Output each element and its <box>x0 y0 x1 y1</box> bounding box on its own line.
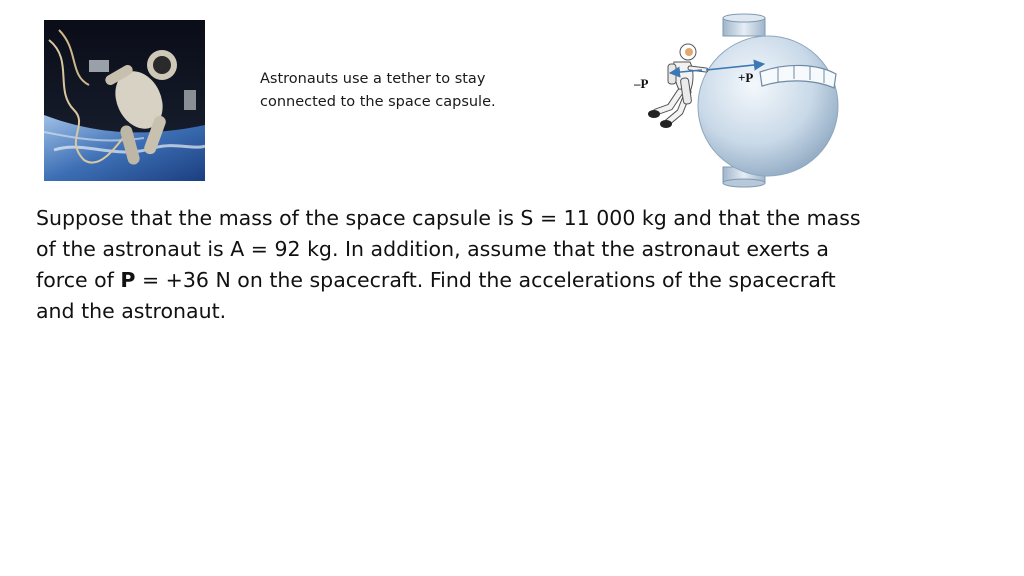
problem-statement <box>36 203 876 327</box>
force-diagram <box>628 12 848 188</box>
force-diagram-svg <box>628 12 848 188</box>
space-capsule <box>698 36 838 176</box>
problem-line-1: Suppose that the mass of the space capsule is S = 11 000 kg and that the mass <box>36 206 861 230</box>
problem-line-3 <box>36 265 876 296</box>
capsule-top-port <box>723 14 765 36</box>
astronaut-photo-image <box>44 20 205 181</box>
problem-line-3-suffix: = +36 N on the spacecraft. Find the accelerations of the spacecraft <box>135 268 836 292</box>
label-minus-p: –P <box>634 76 649 91</box>
label-plus-p: +P <box>738 70 754 85</box>
astronaut-photo <box>44 20 205 181</box>
caption-line-2: connected to the space capsule. <box>260 94 496 110</box>
force-symbol: P <box>120 268 136 292</box>
photo-caption <box>260 68 560 114</box>
astronaut-figure <box>648 44 706 128</box>
problem-line-3-prefix: force of <box>36 268 121 292</box>
caption-line-1: Astronauts use a tether to stay <box>260 71 486 87</box>
problem-line-2: of the astronaut is A = 92 kg. In addition, assume that the astronaut exerts a <box>36 237 829 261</box>
problem-line-4: and the astronaut. <box>36 299 227 323</box>
